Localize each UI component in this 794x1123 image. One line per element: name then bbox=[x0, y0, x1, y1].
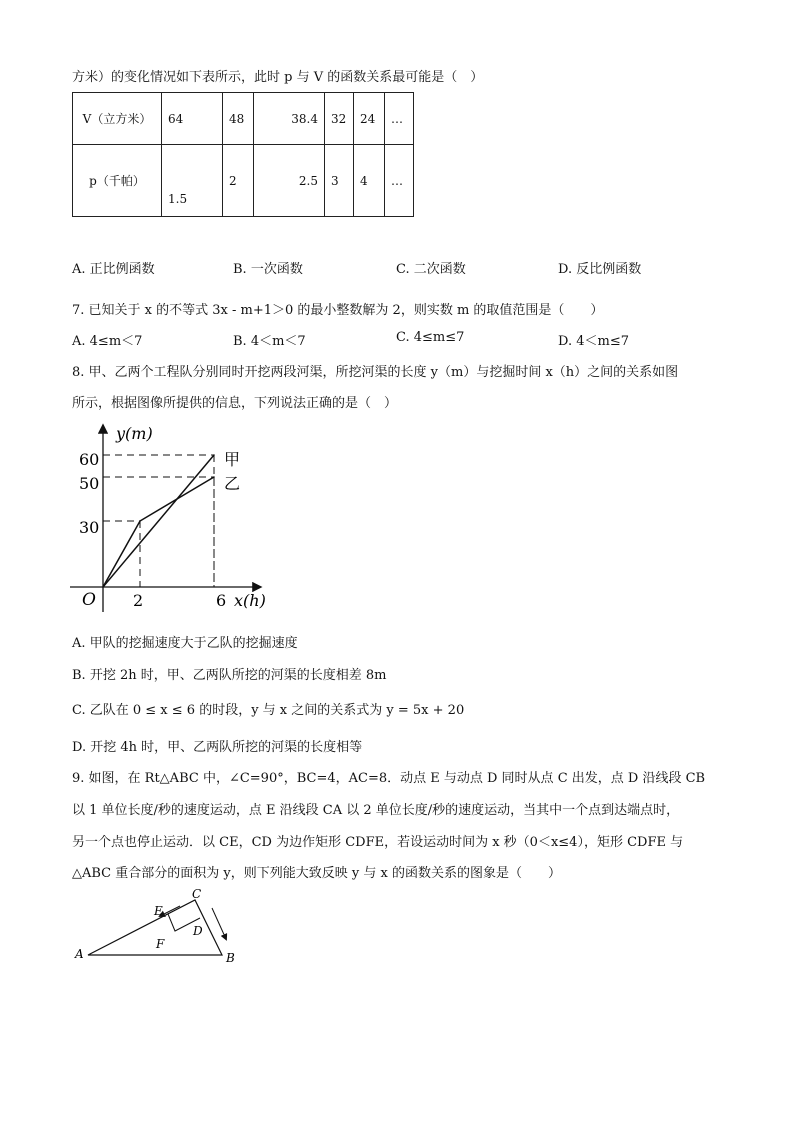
q8-line-graph bbox=[70, 420, 280, 615]
point-label-a: A bbox=[75, 947, 84, 961]
arrow-db bbox=[212, 908, 226, 939]
v-cell: 32 bbox=[325, 93, 354, 145]
v-cell: 64 bbox=[162, 93, 223, 145]
q6-option-d: D. 反比例函数 bbox=[558, 262, 642, 277]
x-tick-6: 6 bbox=[216, 591, 227, 610]
q7-option-a: A. 4≤m＜7 bbox=[72, 334, 143, 349]
x-axis-label: x(h) bbox=[234, 591, 266, 610]
data-point bbox=[213, 476, 215, 478]
q8-option-a: A. 甲队的挖掘速度大于乙队的挖掘速度 bbox=[72, 636, 298, 651]
q7-option-c: C. 4≤m≤7 bbox=[396, 330, 465, 345]
point-label-f: F bbox=[156, 937, 165, 951]
q8-stem-line1: 8. 甲、乙两个工程队分别同时开挖两段河渠，所挖河渠的长度 y（m）与挖掘时间 x（h）之间的关系如图 bbox=[72, 365, 679, 380]
v-cell: 38.4 bbox=[254, 93, 325, 145]
q9-line1: 9. 如图，在 Rt△ABC 中，∠C=90°，BC=4，AC=8．动点 E 与动点 D 同时从点 C 出发，点 D 沿线段 CB bbox=[72, 771, 706, 786]
data-point bbox=[102, 586, 104, 588]
p-cell: 4 bbox=[354, 145, 385, 217]
q7-option-d: D. 4＜m≤7 bbox=[558, 334, 629, 349]
series-label-yi: 乙 bbox=[224, 474, 241, 493]
origin-label: O bbox=[82, 590, 96, 610]
p-cell: 1.5 bbox=[162, 145, 223, 217]
p-cell: 3 bbox=[325, 145, 354, 217]
p-cell: 2.5 bbox=[254, 145, 325, 217]
v-cell: 48 bbox=[223, 93, 254, 145]
p-cell: 2 bbox=[223, 145, 254, 217]
data-point bbox=[139, 520, 141, 522]
volume-pressure-table bbox=[72, 92, 414, 217]
q9-triangle-figure bbox=[70, 886, 250, 966]
x-tick-2: 2 bbox=[133, 591, 144, 610]
row-label-p: p（千帕） bbox=[73, 145, 162, 217]
point-label-e: E bbox=[154, 904, 163, 918]
row-label-v: V（立方米） bbox=[73, 93, 162, 145]
y-tick-50: 50 bbox=[79, 474, 100, 493]
q8-option-b: B. 开挖 2h 时，甲、乙两队所挖的河渠的长度相差 8m bbox=[72, 668, 387, 683]
q9-line4: △ABC 重合部分的面积为 y，则下列能大致反映 y 与 x 的函数关系的图象是（ ） bbox=[72, 866, 561, 881]
point-label-c: C bbox=[192, 887, 202, 901]
y-tick-60: 60 bbox=[79, 450, 100, 469]
q6-option-b: B. 一次函数 bbox=[233, 262, 303, 277]
q7-stem: 7. 已知关于 x 的不等式 3x - m+1＞0 的最小整数解为 2，则实数 m 的取值范围是（ ） bbox=[72, 303, 604, 318]
data-point bbox=[213, 454, 215, 456]
q8-stem-line2: 所示，根据图像所提供的信息，下列说法正确的是（ ） bbox=[72, 396, 398, 411]
series-label-jia: 甲 bbox=[224, 450, 241, 469]
arrow-ea bbox=[160, 906, 180, 916]
q6-option-a: A. 正比例函数 bbox=[72, 262, 155, 277]
series-line-yi bbox=[103, 477, 214, 587]
q9-line3: 另一个点也停止运动．以 CE，CD 为边作矩形 CDFE，若设运动时间为 x 秒（0＜x≤4），矩形 CDFE 与 bbox=[72, 835, 684, 850]
point-label-d: D bbox=[193, 924, 203, 938]
v-cell: 24 bbox=[354, 93, 385, 145]
v-cell: … bbox=[385, 93, 414, 145]
point-label-b: B bbox=[226, 951, 235, 965]
q6-option-c: C. 二次函数 bbox=[396, 262, 466, 277]
q7-option-b: B. 4＜m＜7 bbox=[233, 334, 306, 349]
q8-option-d: D. 开挖 4h 时，甲、乙两队所挖的河渠的长度相等 bbox=[72, 740, 363, 755]
y-tick-30: 30 bbox=[79, 518, 100, 537]
q6-intro: 方米）的变化情况如下表所示，此时 p 与 V 的函数关系最可能是（ ） bbox=[72, 70, 484, 85]
y-axis-label: y(m) bbox=[116, 424, 153, 443]
q9-line2: 以 1 单位长度/秒的速度运动，点 E 沿线段 CA 以 2 单位长度/秒的速度运动，当其中一个点到达端点时， bbox=[72, 803, 680, 818]
p-cell: … bbox=[385, 145, 414, 217]
q8-option-c: C. 乙队在 0 ≤ x ≤ 6 的时段，y 与 x 之间的关系式为 y = 5x + 20 bbox=[72, 703, 465, 718]
